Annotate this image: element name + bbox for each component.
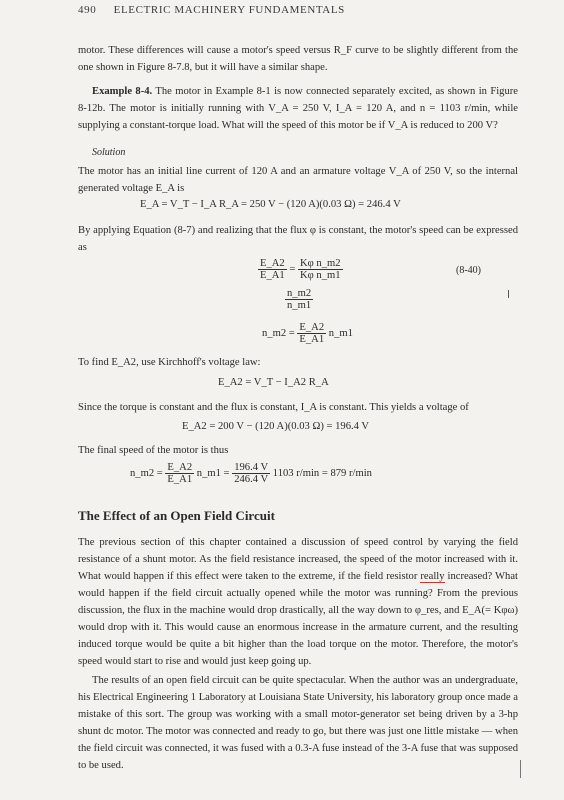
text-after-eq1: By applying Equation (8-7) and realizing that the flux φ is constant, the motor's speed can be expressed as — [78, 225, 518, 253]
example-text: The motor in Example 8-1 is now connected separately excited, as shown in Figure 8-12b. The motor is initially running with V_A = 250 V, I_A = 120 A, and n = 1103 r/min, while supplying a constant-torque load. What will the speed of this motor be if V_A is reduced to 200 V? — [78, 86, 518, 131]
frac-numerator: Kφ n_m2 — [300, 258, 341, 269]
frac-denominator: 246.4 V — [234, 474, 269, 485]
solution-text: The motor has an initial line current of 120 A and an armature voltage V_A of 250 V, so the internal generated voltage E_A is — [78, 166, 518, 194]
frac-denominator: E_A1 — [167, 474, 193, 485]
text-find-ea2: To find E_A2, use Kirchhoff's voltage law: — [78, 357, 261, 368]
equation-number: (8-40) — [456, 265, 481, 276]
section-paragraph-2: The results of an open field circuit can be quite spectacular. When the author was an undergraduate, his Electrical Engineering 1 Laboratory at Louisiana State University, his laboratory group once made a mistake of this sort. The group was working with a small motor-generator set being driven by a 3-hp shunt dc motor. The motor was connected and ready to go, but there was just one little mistake — when the field circuit was connected, it was fused with a 0.3-A fuse instead of the 3-A fuse that was supposed to be used. — [78, 675, 518, 771]
equation-ea1: E_A = V_T − I_A R_A = 250 V − (120 A)(0.03 Ω) = 246.4 V — [140, 199, 401, 210]
frac-numerator: 196.4 V — [234, 462, 269, 473]
frac-denominator: E_A1 — [260, 270, 285, 281]
frac-numerator: E_A2 — [167, 462, 193, 473]
equation-speed-ratio-line3 — [262, 322, 353, 345]
text-constant-torque: Since the torque is constant and the flux is constant, I_A is constant. This yields a voltage of — [78, 402, 469, 413]
margin-mark — [508, 290, 509, 298]
frac-denominator: E_A1 — [299, 334, 325, 345]
frac-denominator: n_m1 — [287, 300, 312, 311]
frac-numerator: E_A2 — [260, 258, 285, 269]
text-span: increased? What would happen if the field circuit actually opened while the motor was running? From the previous discussion, the flux in the machine would drop drastically, all the way down to φ_res, and E_A(= Kφω) would drop with it. This would cause an enormous increase in the armature current, and the resulting induced torque would be quite a bit higher than the load torque on the motor. Therefore, the motor's speed would start to rise and would just keep going up. — [78, 571, 518, 667]
equation-kvl: E_A2 = V_T − I_A2 R_A — [218, 377, 329, 388]
section-paragraph-1 — [78, 534, 518, 670]
equation-lhs: n_m2 = — [130, 467, 166, 479]
text-final-speed: The final speed of the motor is thus — [78, 445, 229, 456]
equation-mid: n_m1 = — [196, 467, 233, 479]
underlined-word: really — [420, 571, 445, 582]
equation-final-speed — [130, 462, 372, 485]
solution-label: Solution — [92, 147, 126, 158]
page-number: 490 — [78, 4, 97, 16]
intro-paragraph: motor. These differences will cause a motor's speed versus R_F curve to be slightly different from the one shown in Figure 8-7.8, but it will have a similar shape. — [78, 45, 518, 73]
equation-speed-ratio: $\frac{E\_A2}{E\_A1}$ = $\frac{\text{Kφ n\_m2}}{\text{Kφ n\_m1}}$ — [260, 258, 341, 281]
equation-ea2: E_A2 = 200 V − (120 A)(0.03 Ω) = 196.4 V — [182, 421, 370, 432]
frac-numerator: n_m2 — [287, 288, 312, 299]
running-title: ELECTRIC MACHINERY FUNDAMENTALS — [113, 4, 345, 16]
page-header — [78, 4, 345, 16]
frac-numerator: E_A2 — [299, 322, 325, 333]
equation-speed-ratio-line2 — [285, 288, 313, 311]
section-heading: The Effect of an Open Field Circuit — [78, 508, 275, 523]
example-label: Example 8-4. — [92, 86, 153, 97]
example-paragraph — [78, 83, 518, 134]
equation-tail: n_m1 — [328, 327, 353, 339]
equation-lhs: n_m2 = — [262, 327, 298, 339]
text-span: The previous section of this chapter contained a discussion of speed control by varying the field resistance of a shunt motor. As the field resistance increased, the speed of the motor increased with it. What would happen if this effect were taken to the extreme, if the field resistor — [78, 537, 518, 582]
frac-denominator: Kφ n_m1 — [300, 270, 341, 281]
margin-mark — [520, 760, 521, 778]
equation-tail: 1103 r/min = 879 r/min — [272, 467, 372, 479]
